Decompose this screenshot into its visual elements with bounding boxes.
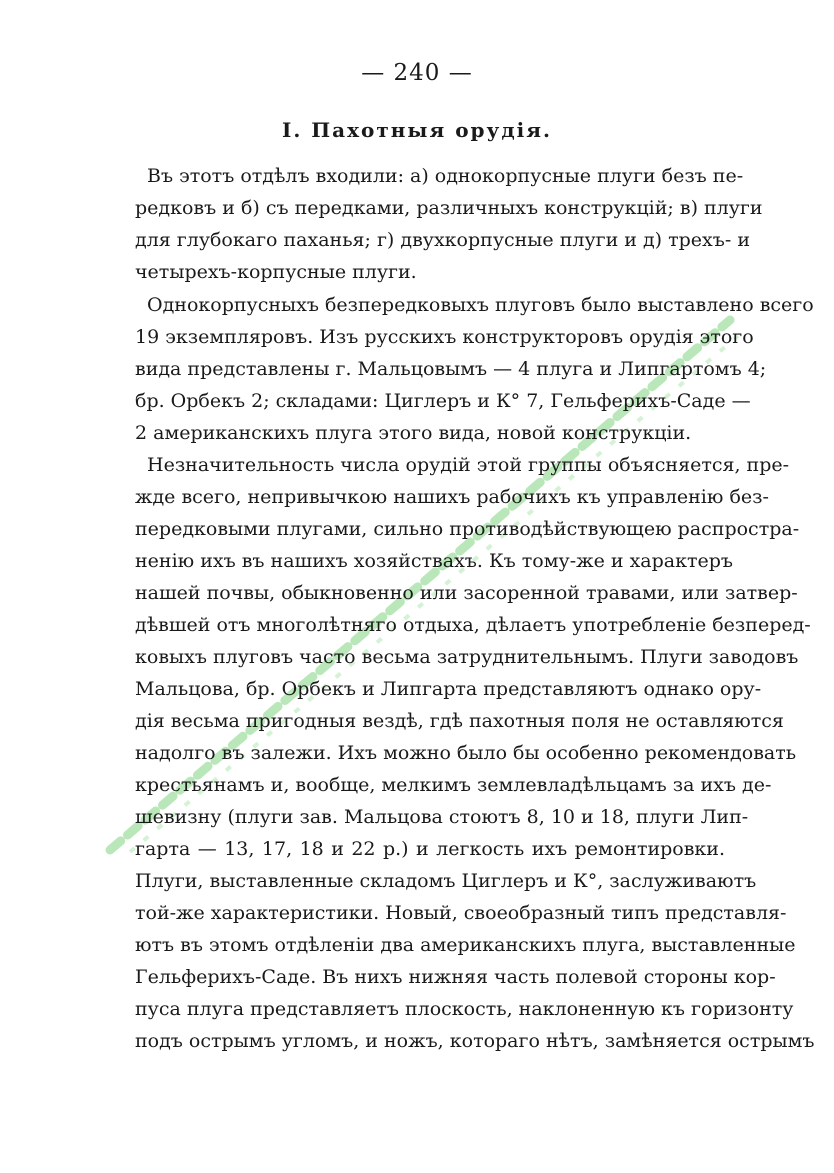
text-line: ненію ихъ въ нашихъ хозяйствахъ. Къ тому-же и характеръ — [135, 550, 733, 572]
text-line: дѣвшей отъ многолѣтняго отдыха, дѣлаетъ употребленіе безперед- — [135, 614, 811, 636]
text-line: надолго въ залежи. Ихъ можно было бы особенно рекомендовать — [135, 742, 797, 764]
text-line: редковъ и б) съ передками, различныхъ конструкцій; в) плуги — [135, 197, 763, 219]
text-line: Мальцова, бр. Орбекъ и Липгарта представляютъ однако ору- — [135, 678, 762, 700]
text-line: подъ острымъ угломъ, и ножъ, котораго нѣтъ, замѣняется острымъ — [135, 1030, 815, 1052]
section-title: I. Пахотныя орудія. — [281, 118, 552, 142]
text-line: 2 американскихъ плуга этого вида, новой конструкціи. — [135, 422, 692, 444]
text-line: Въ этотъ отдѣлъ входили: а) однокорпусные плуги безъ пе- — [147, 165, 744, 187]
paragraph-3 — [135, 449, 815, 1057]
text-line: Незначительность числа орудій этой группы объясняется, пре- — [147, 454, 790, 476]
text-line: нашей почвы, обыкновенно или засоренной травами, или затвер- — [135, 582, 798, 604]
text-line: вида представлены г. Мальцовымъ — 4 плуга и Липгартомъ 4; — [135, 358, 767, 380]
page-number: — 240 — — [361, 60, 473, 86]
text-line: ютъ въ этомъ отдѣленіи два американскихъ плуга, выставленные — [135, 934, 796, 956]
text-line: крестьянамъ и, вообще, мелкимъ землевладѣльцамъ за ихъ де- — [135, 774, 772, 796]
text-line: шевизну (плуги зав. Мальцова стоютъ 8, 10 и 18, плуги Лип- — [135, 806, 749, 828]
paragraph-2 — [135, 289, 814, 449]
text-line: Гельферихъ-Саде. Въ нихъ нижняя часть полевой стороны кор- — [135, 966, 776, 988]
text-line: для глубокаго паханья; г) двухкорпусные плуги и д) трехъ- и — [135, 229, 750, 251]
text-line: Однокорпусныхъ безпередковыхъ плуговъ было выставлено всего — [147, 294, 814, 316]
text-line: гарта — 13, 17, 18 и 22 р.) и легкость ихъ ремонтировки. — [135, 838, 725, 860]
text-line: передковыми плугами, сильно противодѣйствующею распростра- — [135, 518, 800, 540]
text-line: дія весьма пригодныя вездѣ, гдѣ пахотныя поля не оставляются — [135, 710, 784, 732]
text-line: ковыхъ плуговъ часто весьма затруднительнымъ. Плуги заводовъ — [135, 646, 799, 668]
text-line: той-же характеристики. Новый, своеобразный типъ представля- — [135, 902, 787, 924]
text-line: бр. Орбекъ 2; складами: Циглеръ и К° 7, Гельферихъ-Саде — — [135, 390, 751, 412]
text-line: четырехъ-корпусные плуги. — [135, 261, 417, 283]
text-line: пуса плуга представляетъ плоскость, наклоненную къ горизонту — [135, 998, 794, 1020]
text-line: Плуги, выставленные складомъ Циглеръ и К°, заслуживаютъ — [135, 870, 757, 892]
text-line: жде всего, непривычкою нашихъ рабочихъ къ управленію без- — [135, 486, 769, 508]
text-line: 19 экземпляровъ. Изъ русскихъ конструкторовъ орудія этого — [135, 326, 754, 348]
paragraph-1 — [135, 160, 763, 288]
